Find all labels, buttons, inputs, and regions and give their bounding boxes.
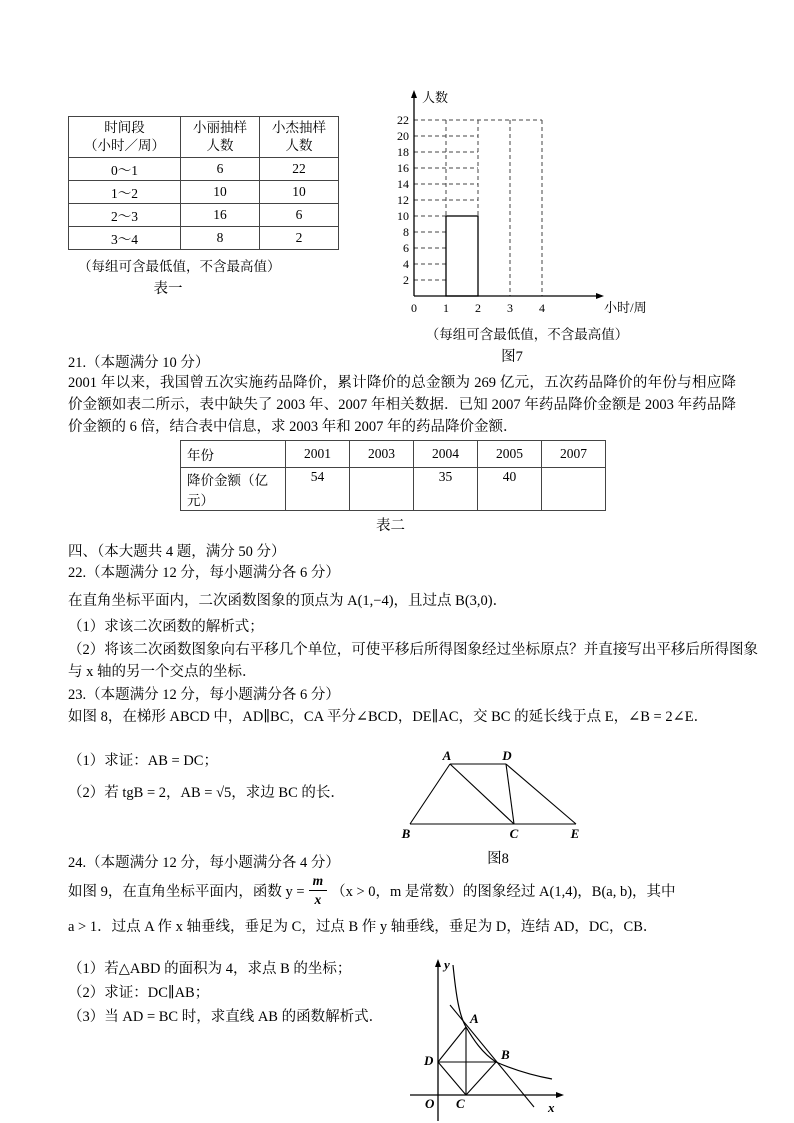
figure8-caption: 图8: [487, 851, 509, 867]
header-line: 时间段: [104, 120, 145, 135]
table-cell: 10: [260, 181, 339, 204]
sampling-table-header-xiaoli: [181, 117, 260, 158]
y-axis-title: 人数: [422, 90, 449, 105]
segment-DC: [438, 1062, 466, 1095]
y-tick: 10: [397, 209, 409, 223]
segment-AC: [450, 764, 514, 824]
table-cell: 2～3: [69, 204, 181, 227]
table-row: [69, 181, 339, 204]
x-tick: 4: [539, 301, 545, 315]
q22-item-2: （2）将该二次函数图象向右平移几个单位，可使平移后所得图象经过坐标原点？并直接写出平移后所得图象与 x 轴的另一个交点的坐标．: [68, 642, 758, 680]
sampling-table-header-xiaojie: [260, 117, 339, 158]
segment-DC: [506, 764, 514, 824]
histogram-figure: [392, 84, 662, 318]
point-label-A: A: [470, 1011, 479, 1026]
x-axis-arrow-icon: [596, 293, 604, 299]
y-tick-labels: [397, 113, 409, 287]
table-row: [181, 468, 606, 511]
table-row: [181, 441, 606, 468]
q24-intro-line1: [68, 872, 758, 908]
table-cell: 3～4: [69, 227, 181, 250]
sampling-table-header-time: [69, 117, 181, 158]
table2-caption: 表二: [376, 518, 405, 534]
table-cell: 2001: [286, 441, 350, 468]
table-cell: 6: [181, 158, 260, 181]
trapezoid-lines: [410, 764, 576, 824]
table-cell: 0～1: [69, 158, 181, 181]
x-tick: 1: [443, 301, 449, 315]
q24-title: 24.（本题满分 12 分，每小题满分各 4 分）: [68, 855, 340, 871]
q24-intro-pre: 如图 9，在直角坐标平面内，函数 y =: [68, 883, 305, 900]
point-label-E: E: [570, 826, 580, 841]
y-axis-arrow-icon: [435, 959, 441, 967]
figure9-labels: [423, 957, 555, 1115]
q22-title: 22.（本题满分 12 分，每小题满分各 6 分）: [68, 565, 340, 581]
q21-body: 2001 年以来，我国曾五次实施药品降价，累计降价的总金额为 269 亿元，五次药品降价的年份与相应降价金额如表二所示，表中缺失了 2003 年、2007 年相关数据．已知 2007 年药品降价金额是 2003 年药品降价金额的 6 倍，结合表中信息，求 2003 年和 2007 年的药品降价金额．: [68, 375, 736, 435]
point-label-D: D: [502, 750, 512, 763]
table1-note: （每组可含最低值，不含最高值）: [78, 259, 281, 274]
sampling-table: [68, 116, 339, 250]
table1-caption: 表一: [153, 281, 183, 297]
point-label-C: C: [456, 1096, 465, 1111]
table-cell: 6: [260, 204, 339, 227]
connecting-segments: [438, 1027, 496, 1095]
q24-intro-post: （x > 0，m 是常数）的图象经过 A(1,4)，B(a, b)，其中: [331, 883, 676, 900]
x-tick: 2: [475, 301, 481, 315]
q24-item-1: （1）若△ABD 的面积为 4，求点 B 的坐标；: [68, 961, 352, 977]
point-label-B: B: [401, 826, 411, 841]
table-cell: 2: [260, 227, 339, 250]
price-table: [180, 440, 606, 511]
fraction-numerator: m: [309, 874, 328, 891]
y-tick: 18: [397, 145, 409, 159]
table-cell: 2005: [478, 441, 542, 468]
q22-intro: 在直角坐标平面内，二次函数图象的顶点为 A(1,−4)，且过点 B(3,0)．: [68, 593, 508, 609]
fraction-denominator: x: [314, 891, 322, 907]
table-cell: [350, 468, 414, 511]
table-cell: 8: [181, 227, 260, 250]
x-axis-title: 小时/周: [604, 300, 647, 315]
y-tick: 2: [403, 273, 409, 287]
chart-note: （每组可含最低值，不含最高值）: [425, 327, 629, 342]
table-cell: 降价金额（亿元）: [181, 468, 286, 511]
table-cell: 1～2: [69, 181, 181, 204]
point-label-B: B: [501, 1047, 510, 1062]
axis-label-y: y: [444, 957, 450, 972]
y-tick: 12: [397, 193, 409, 207]
table-cell: 10: [181, 181, 260, 204]
table-cell: 54: [286, 468, 350, 511]
y-tick: 4: [403, 257, 409, 271]
figure9-block: [400, 955, 570, 1123]
x-tick: 3: [507, 301, 513, 315]
y-axis-arrow-icon: [411, 90, 417, 98]
section4-heading: 四、（本大题共 4 题，满分 50 分）: [68, 544, 286, 560]
y-tick: 16: [397, 161, 409, 175]
q24-item-2: （2）求证：DC∥AB；: [68, 985, 210, 1001]
header-line: 小杰抽样: [272, 120, 326, 135]
axis-label-x: x: [548, 1100, 555, 1115]
x-tick-labels: [411, 301, 545, 315]
q22-item-1: （1）求该二次函数的解析式；: [68, 619, 264, 635]
segment-BA: [410, 764, 450, 824]
q24-intro-line2: a > 1．过点 A 作 x 轴垂线，垂足为 C，过点 B 作 y 轴垂线，垂足为 D，连结 AD，DC，CB．: [68, 919, 658, 935]
y-tick: 14: [397, 177, 409, 191]
q21-title: 21.（本题满分 10 分）: [68, 355, 210, 371]
table-cell: 22: [260, 158, 339, 181]
header-line: 小丽抽样: [193, 120, 247, 135]
chart-caption: 图7: [501, 349, 523, 365]
histogram-bar-1-2: [446, 216, 478, 296]
fraction-m-over-x: [309, 874, 328, 906]
segment-DA: [438, 1027, 466, 1062]
header-line: （小时／周）: [84, 138, 165, 153]
q23-item-2: （2）若 tgB = 2，AB = √5，求边 BC 的长．: [68, 785, 345, 801]
table-cell: 35: [414, 468, 478, 511]
hyperbola-figure: [400, 955, 570, 1123]
table-cell: 40: [478, 468, 542, 511]
table2-block: [180, 440, 606, 535]
table-cell: 年份: [181, 441, 286, 468]
figure8-block: [398, 750, 598, 868]
x-tick: 0: [411, 301, 417, 315]
point-label-A: A: [442, 750, 452, 763]
y-tick: 20: [397, 129, 409, 143]
q23-item-1: （1）求证：AB = DC；: [68, 753, 218, 769]
y-tick: 22: [397, 113, 409, 127]
segment-DE: [506, 764, 576, 824]
table-row: [69, 117, 339, 158]
trapezoid-figure: [398, 750, 598, 842]
histogram-block: [392, 84, 672, 366]
origin-label-O: O: [425, 1096, 435, 1111]
point-label-C: C: [509, 826, 519, 841]
q23-body: 如图 8，在梯形 ABCD 中，AD∥BC，CA 平分∠BCD，DE∥AC，交 BC 的延长线于点 E，∠B = 2∠E．: [68, 709, 709, 725]
q23-title: 23.（本题满分 12 分，每小题满分各 6 分）: [68, 687, 340, 703]
table-cell: 2004: [414, 441, 478, 468]
y-tick: 8: [403, 225, 409, 239]
point-label-D: D: [424, 1053, 434, 1068]
table-cell: [542, 468, 606, 511]
table-row: [69, 204, 339, 227]
table-row: [69, 158, 339, 181]
header-line: 人数: [206, 138, 234, 153]
segment-CB: [466, 1062, 496, 1095]
x-axis-arrow-icon: [556, 1092, 564, 1098]
q24-item-3: （3）当 AD = BC 时，求直线 AB 的函数解析式．: [68, 1009, 384, 1025]
table-cell: 16: [181, 204, 260, 227]
y-tick: 6: [403, 241, 409, 255]
table-cell: 2007: [542, 441, 606, 468]
header-line: 人数: [285, 138, 313, 153]
table-row: [69, 227, 339, 250]
table-cell: 2003: [350, 441, 414, 468]
table1-block: [68, 116, 348, 298]
